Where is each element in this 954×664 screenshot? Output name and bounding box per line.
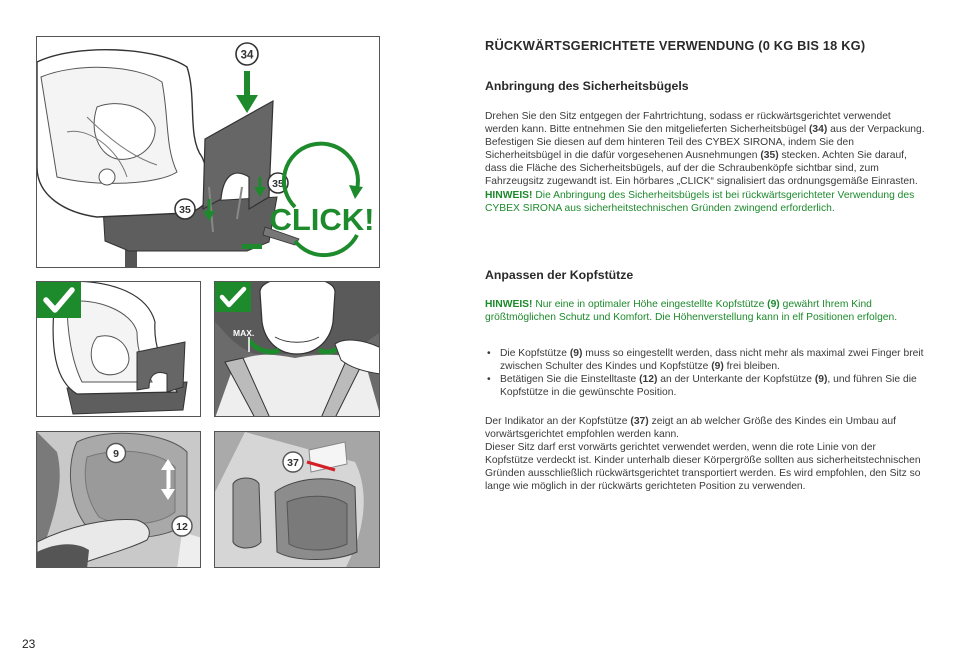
- figure-headrest-adjust: [36, 431, 201, 568]
- figure-1-drawing: [37, 37, 380, 268]
- section-heading: RÜCKWÄRTSGERICHTETE VERWENDUNG (0 KG BIS 18 KG): [485, 38, 866, 53]
- section2-note: HINWEIS! Nur eine in optimaler Höhe eingestellte Kopfstütze (9) gewährt Ihrem Kind größtmöglichen Schutz und Komfort. Die Höhenverstellung kann in elf Positionen erfolgen.: [485, 299, 898, 324]
- figure-5-drawing: [215, 432, 380, 568]
- figure-headrest-gap: [214, 281, 380, 417]
- figure-seat-mounted: [36, 281, 201, 417]
- section2-body: Der Indikator an der Kopfstütze (37) zeigt an ab welcher Größe des Kindes ein Umbau auf vorwärtsgerichtet empfohlen werden kann. Dieser Sitz darf erst vorwärts gerichtet verwendet werden, wenn die rote Linie von der Kopfstütze verdeckt ist. Kinder unterhalb dieser Körpergröße sollten aus sicherheitstechnischen Gründen ausschließlich rückwärtsgerichtet transportiert werden. Es wird empfohlen, den Sitz so lange wie möglich in der rückwärts gerichteten Position zu verwenden.: [485, 416, 921, 493]
- label-9: 9: [113, 448, 119, 460]
- figure-headrest-indicator: [214, 431, 380, 568]
- label-12: 12: [176, 521, 188, 533]
- section1-body: Drehen Sie den Sitz entgegen der Fahrtrichtung, sodass er rückwärtsgerichtet verwendet werden kann. Bitte entnehmen Sie den mitgelieferten Sicherheitsbügel (34) aus der Verpackung. Befestigen Sie diesen auf dem hinteren Teil des CYBEX SIRONA, indem Sie den Sicherheitsbügel in die dafür vorgesehenen Ausnehmungen (35) stecken. Achten Sie darauf, dass die Fläche des Sicherheitsbügels, auf der die Schraubenköpfe sichtbar sind, zum Fahrzeugsitz zugewandt ist. Ein hörbares „CLICK“ signalisiert das ordnungsgemäße Einrasten. HINWEIS! Die Anbringung des Sicherheitsbügels ist bei rückwärtsgerichteter Verwendung des CYBEX SIRONA aus sicherheitstechnischen Gründen zwingend erforderlich.: [485, 111, 925, 214]
- label-37: 37: [287, 457, 299, 469]
- page-number: 23: [22, 637, 36, 651]
- figure-2-drawing: [37, 282, 201, 417]
- figure-4-drawing: [37, 432, 201, 568]
- base-indicator: [242, 244, 262, 249]
- list-item: • Die Kopfstütze (9) muss so eingestellt werden, dass nicht mehr als maximal zwei Finger breit zwischen Schulter des Kindes und Kopfstütze (9) frei bleiben.: [485, 347, 925, 373]
- section2-bullets: [485, 347, 925, 399]
- label-34: 34: [240, 49, 254, 62]
- max-label: MAX.: [233, 328, 255, 338]
- section1-title: Anbringung des Sicherheitsbügels: [485, 79, 689, 93]
- click-text: CLICK!: [269, 202, 375, 237]
- figure-mount-safety-bar: [36, 36, 380, 268]
- note-label: HINWEIS!: [485, 189, 533, 201]
- label-35-left: 35: [179, 204, 191, 216]
- note-label: HINWEIS!: [485, 299, 533, 310]
- section2-title: Anpassen der Kopfstütze: [485, 268, 634, 282]
- list-item: • Betätigen Sie die Einstelltaste (12) an der Unterkante der Kopfstütze (9), und führen Sie die Kopfstütze in die gewünschte Position.: [485, 373, 925, 399]
- label-35-right: 35: [272, 178, 284, 190]
- figure-3-drawing: [215, 282, 380, 417]
